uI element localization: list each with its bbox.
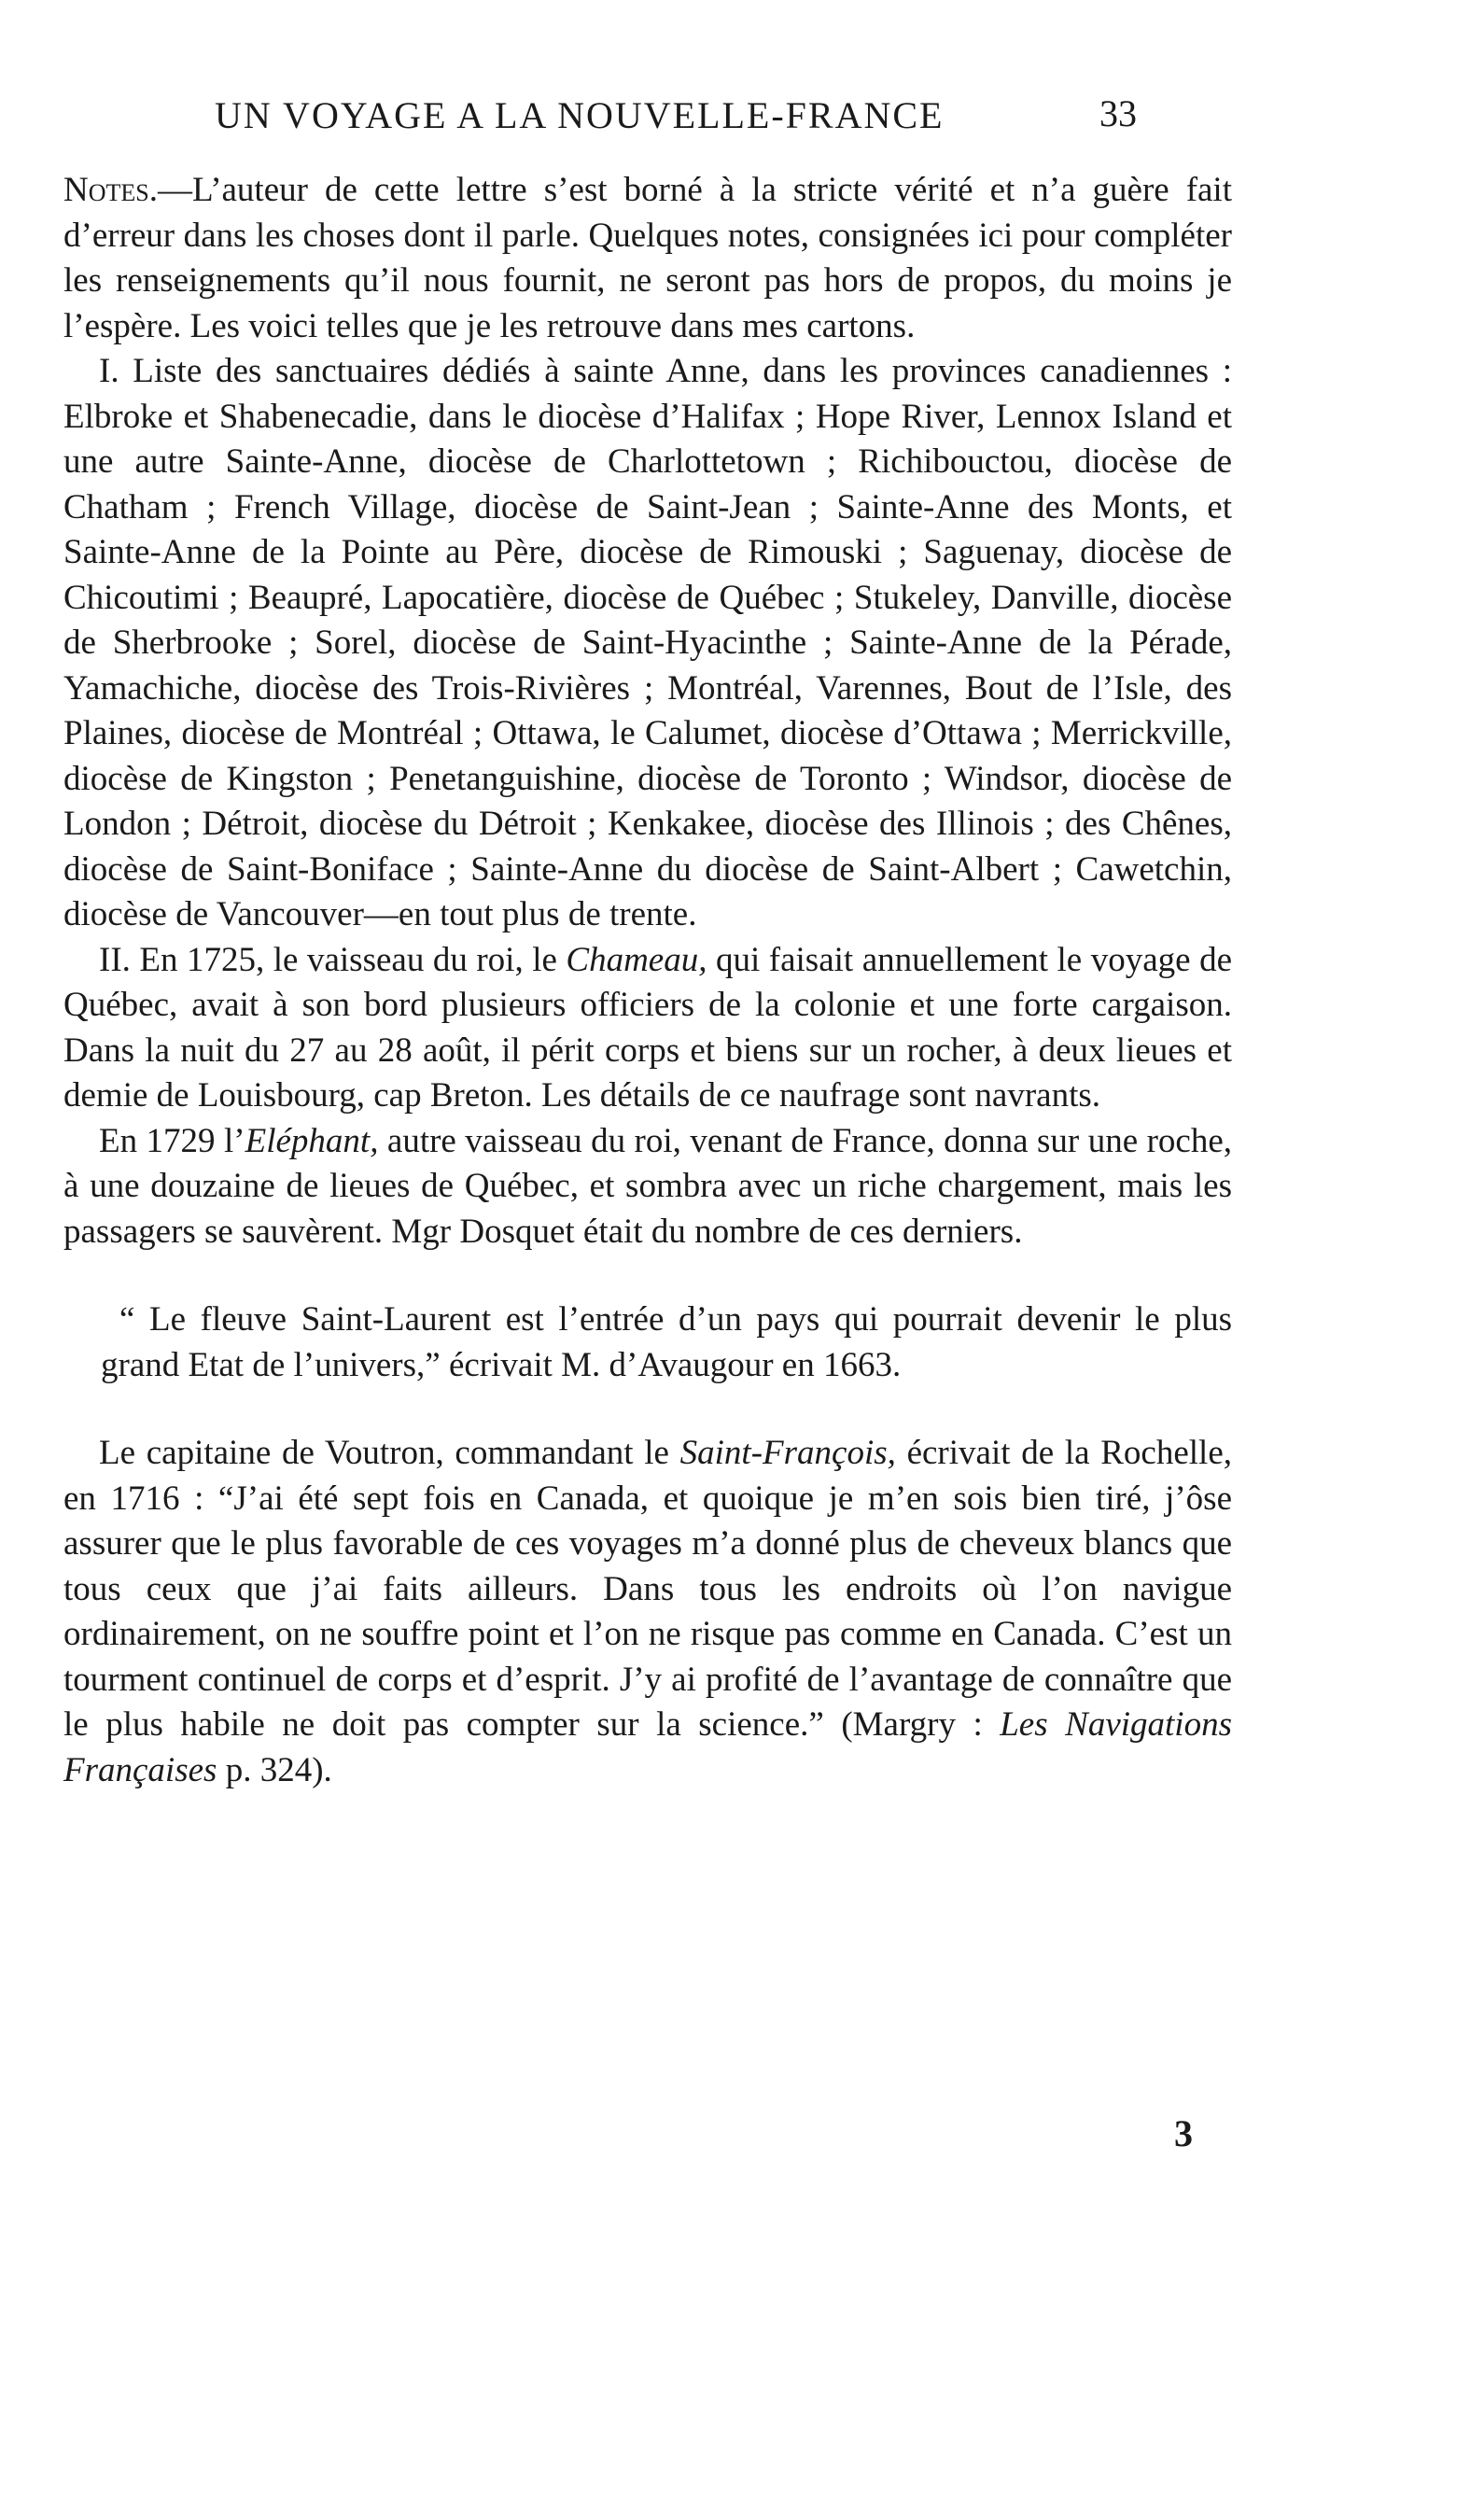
source-title: Les Navigations Françaises [63, 1705, 1232, 1789]
running-head: UN VOYAGE A LA NOUVELLE-FRANCE [215, 94, 945, 136]
ship-name-chameau: Chameau, [566, 940, 707, 979]
note-item-3-after: autre vaisseau du roi, venant de France, donna sur une roche, à une douzaine de lieues de Québec, et sombra avec un riche chargement, mais les passagers se sauvèrent. Mgr Dosquet était du nombre de ces derniers. [63, 1121, 1232, 1251]
quote-voutron-before: Le capitaine de Voutron, commandant le [99, 1434, 680, 1472]
body-text [63, 168, 1232, 1793]
note-item-3-before: En 1729 l’ [99, 1121, 245, 1160]
notes-intro-text: —L’auteur de cette lettre s’est borné à la stricte vérité et n’a guère fait d’erreur dans les choses dont il parle. Quelques notes, consignées ici pour compléter les renseignements qu’il nous fournit, ne seront pas hors de propos, du moins je l’espère. Les voici telles que je les retrouve dans mes cartons. [63, 171, 1232, 345]
quote-voutron-after: p. 324). [217, 1750, 332, 1789]
note-item-1: I. Liste des sanctuaires dédiés à sainte Anne, dans les provinces canadiennes : Elbroke et Shabenecadie, dans le diocèse d’Halifax ; Hope River, Lennox Island et une autre Sainte-Anne, diocèse de Charlottetown ; Richibouctou, diocèse de Chatham ; French Village, diocèse de Saint-Jean ; Sainte-Anne des Monts, et Sainte-Anne de la Pointe au Père, diocèse de Rimouski ; Saguenay, diocèse de Chicoutimi ; Beaupré, Lapocatière, diocèse de Québec ; Stukeley, Danville, diocèse de Sherbrooke ; Sorel, diocèse de Saint-Hyacinthe ; Sainte-Anne de la Pérade, Yamachiche, diocèse des Trois-Rivières ; Montréal, Varennes, Bout de l’Isle, des Plaines, diocèse de Montréal ; Ottawa, le Calumet, diocèse d’Ottawa ; Merrickville, diocèse de Kingston ; Penetanguishine, diocèse de Toronto ; Windsor, diocèse de London ; Détroit, diocèse du Détroit ; Kenkakee, diocèse des Illinois ; des Chênes, diocèse de Saint-Boniface ; Sainte-Anne du diocèse de Saint-Albert ; Cawetchin, diocèse de Vancouver—en tout plus de trente. [63, 352, 1232, 933]
section-gap [63, 1255, 1232, 1297]
notes-intro-paragraph [63, 168, 1232, 349]
page-number: 33 [1099, 92, 1137, 134]
ship-name-elephant: Eléphant, [245, 1121, 379, 1160]
note-item-2-after: qui faisait annuellement le voyage de Québec, avait à son bord plusieurs officiers de la colonie et une forte cargaison. Dans la nuit du 27 au 28 août, il périt corps et biens sur un rocher, à deux lieues et demie de Louisbourg, cap Breton. Les détails de ce naufrage sont navrants. [63, 940, 1232, 1115]
note-item-2-before: II. En 1725, le vaisseau du roi, le [99, 940, 567, 979]
notes-label: Notes. [63, 171, 158, 209]
ship-name-saint-francois: Saint-François, [679, 1434, 896, 1472]
section-gap [63, 1388, 1232, 1431]
quote-voutron-middle: écrivait de la Rochelle, en 1716 : “J’ai été sept fois en Canada, et quoique je m’en sois bien tiré, j’ôse assurer que le plus favorable de ces voyages m’a donné plus de cheveux blancs que tous ceux que j’ai faits ailleurs. Dans tous les endroits où l’on navigue ordinairement, on ne souffre point et l’on ne risque pas comme en Canada. C’est un tourment continuel de corps et d’esprit. J’y ai profité de l’avantage de connaître que le plus habile ne doit pas compter sur la science.” (Margry : [63, 1434, 1232, 1744]
note-item-2 [63, 938, 1232, 1119]
note-item-3 [63, 1119, 1232, 1255]
signature-mark: 3 [1174, 2112, 1193, 2154]
quote-voutron [63, 1431, 1232, 1793]
quote-avaugour: “ Le fleuve Saint-Laurent est l’entrée d’un pays qui pourrait devenir le plus grand Etat de l’univers,” écrivait M. d’Avaugour en 1663. [101, 1300, 1232, 1384]
